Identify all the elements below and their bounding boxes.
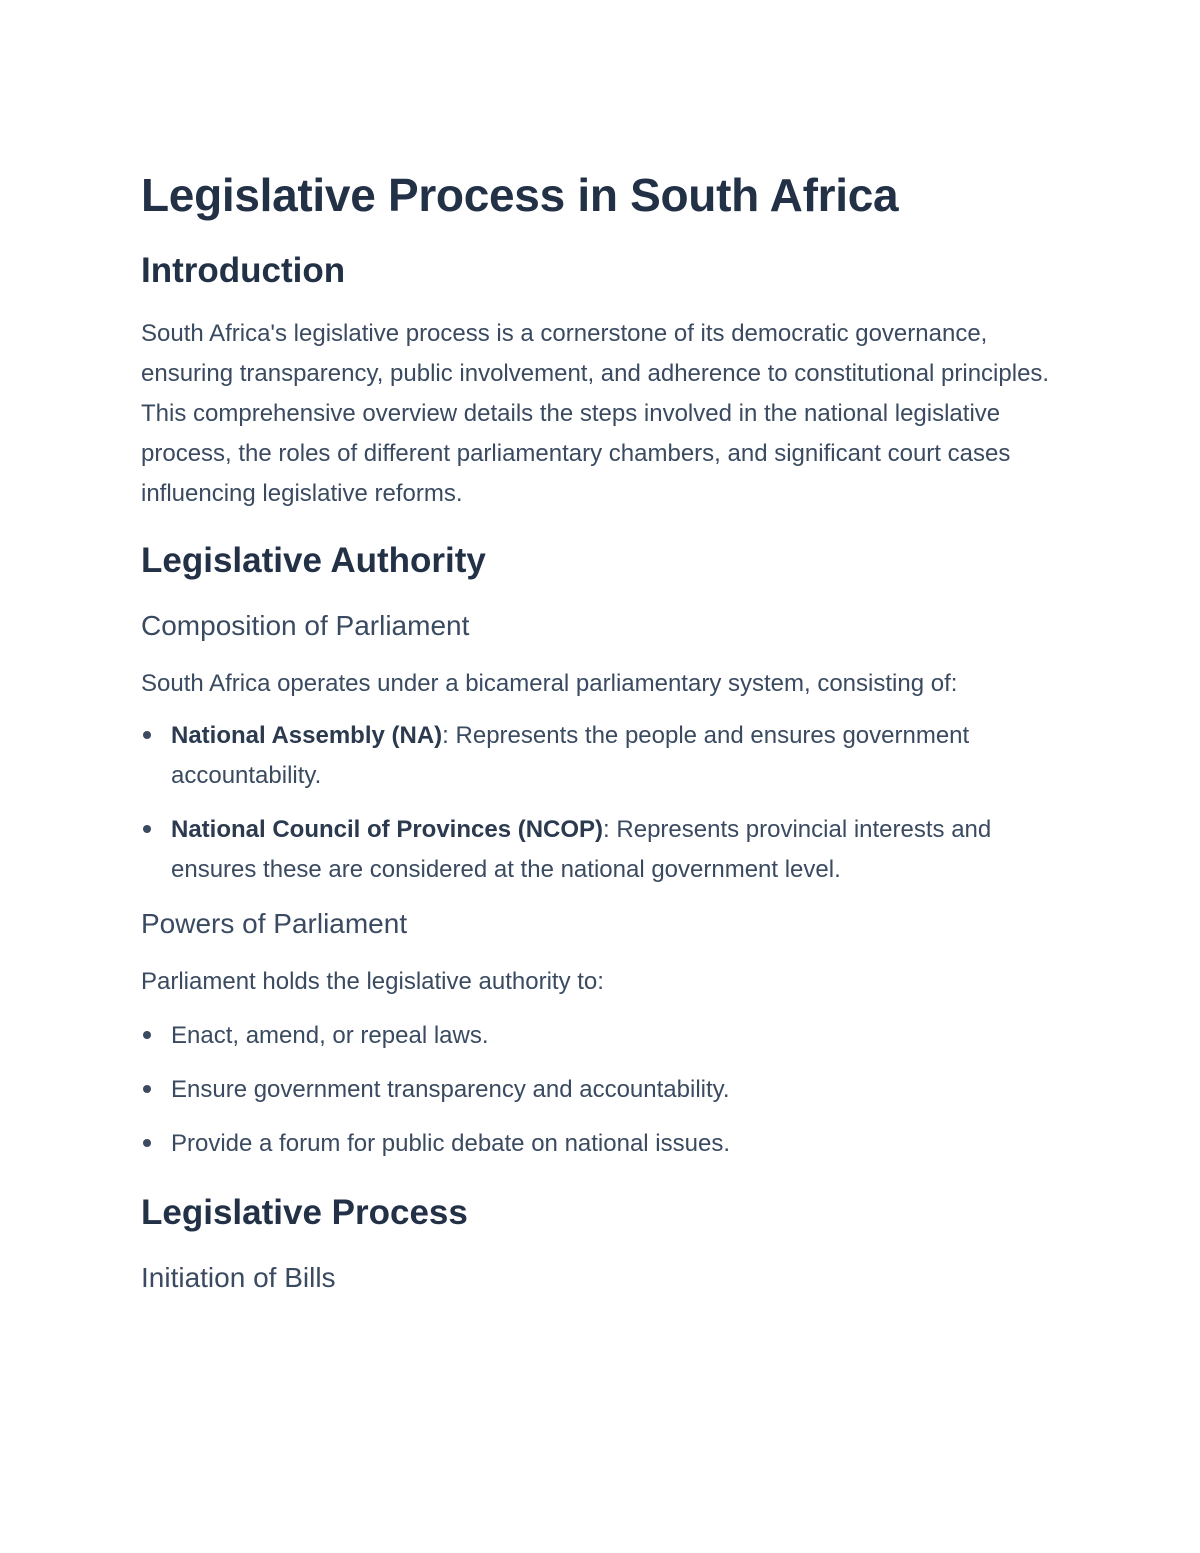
list-item: [141, 1070, 1061, 1110]
chamber-term: National Council of Provinces (NCOP): [171, 816, 604, 843]
document-title: Legislative Process in South Africa: [141, 169, 899, 221]
chamber-description: : Represents the people and ensures government accountability.: [171, 722, 970, 789]
power-text: Ensure government transparency and accountability.: [171, 1076, 730, 1103]
bullet-icon: [143, 825, 151, 833]
powers-heading: Powers of Parliament: [141, 908, 408, 939]
document-page: [141, 160, 1061, 1298]
powers-paragraph: Parliament holds the legislative authority to:: [141, 968, 604, 995]
list-item: [141, 716, 1061, 796]
initiation-heading: Initiation of Bills: [141, 1262, 336, 1293]
chambers-list: [141, 716, 1061, 890]
powers-list: [141, 1016, 1061, 1164]
power-text: Provide a forum for public debate on national issues.: [171, 1130, 730, 1157]
bullet-icon: [143, 1085, 151, 1093]
introduction-paragraph: South Africa's legislative process is a cornerstone of its democratic governance, ensuring transparency, public involvement, and adherence to constitutional principles. This comprehensive overview details the steps involved in the national legislative process, the roles of different parliamentary chambers, and significant court cases influencing legislative reforms.: [141, 320, 1050, 507]
bullet-icon: [143, 731, 151, 739]
chamber-term: National Assembly (NA): [171, 722, 443, 749]
composition-heading: Composition of Parliament: [141, 610, 470, 641]
legislative-authority-heading: Legislative Authority: [141, 541, 486, 580]
composition-paragraph: South Africa operates under a bicameral parliamentary system, consisting of:: [141, 670, 958, 697]
bullet-icon: [143, 1031, 151, 1039]
list-item: [141, 1124, 1061, 1164]
introduction-heading: Introduction: [141, 251, 346, 290]
legislative-process-heading: Legislative Process: [141, 1193, 468, 1232]
power-text: Enact, amend, or repeal laws.: [171, 1022, 489, 1049]
list-item: [141, 810, 1061, 890]
chamber-description: : Represents provincial interests and ensures these are considered at the national government level.: [171, 816, 992, 883]
bullet-icon: [143, 1139, 151, 1147]
list-item: [141, 1016, 1061, 1056]
